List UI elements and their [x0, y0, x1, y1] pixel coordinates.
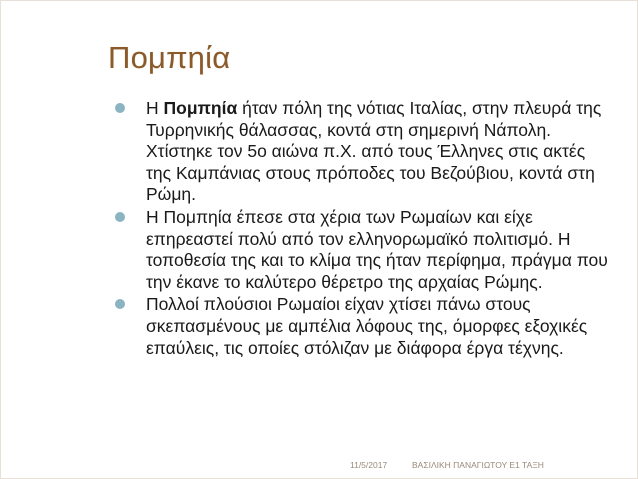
bullet-dot-icon [115, 212, 125, 222]
bullet-text: Πολλοί πλούσιοι Ρωμαίοι είχαν χτίσει πάνω στους σκεπασμένους με αμπέλια λόφους της, όμορφες εξοχικές επαύλεις, τις οποίες στόλιζαν με διάφορα έργα τέχνης. [146, 294, 588, 358]
bullet-text [146, 98, 601, 204]
bullet-prefix: Η [146, 98, 164, 118]
bullet-item [108, 207, 608, 293]
bullet-rest: ήταν πόλη της νότιας Ιταλίας, στην πλευρά της Τυρρηνικής θάλασσας, κοντά στη σημερινή Νάπολη. Χτίστηκε τον 5ο αιώνα π.Χ. από τους Έλληνες στις ακτές της Καμπάνιας στους πρόποδες του Βεζούβιου, κοντά στη Ρώμη. [146, 98, 602, 205]
bullet-bold-term: Πομπηία [163, 98, 238, 118]
bullet-item [108, 98, 608, 206]
footer-author: ΒΑΣΙΛΙΚΗ ΠΑΝΑΓΙΩΤΟΥ Ε1 ΤΑΞΗ [412, 460, 544, 470]
bullet-dot-icon [115, 299, 125, 309]
slide-title: Πομπηία [108, 40, 231, 75]
bullet-text: Η Πομπηία έπεσε στα χέρια των Ρωμαίων και είχε επηρεαστεί πολύ από τον ελληνορωμαϊκό πολιτισμό. Η τοποθεσία της και το κλίμα της ήταν περίφημα, πράγμα που την έκανε το καλύτερο θέρετρο της αρχαίας Ρώμης. [146, 206, 608, 292]
slide-content [108, 98, 608, 359]
footer-date: 11/5/2017 [350, 460, 388, 470]
bullet-item [108, 294, 608, 359]
bullet-dot-icon [115, 103, 125, 113]
